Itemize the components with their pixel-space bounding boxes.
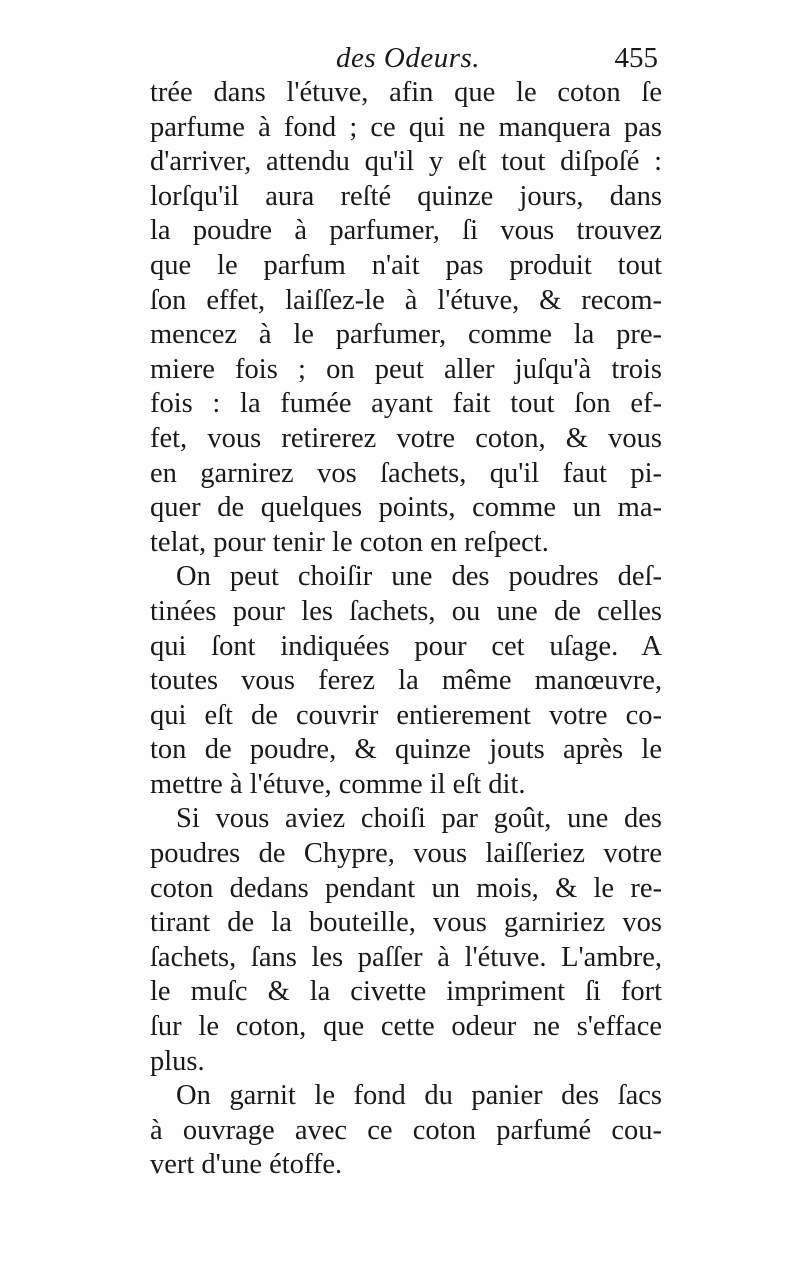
text-line: le muſc & la civette impriment ſi fort <box>150 976 662 1008</box>
text-line: ſon effet, laiſſez-le à l'étuve, & recom- <box>150 284 662 316</box>
text-line: que le parfum n'ait pas produit tout <box>150 249 662 281</box>
text-line: qui eſt de couvrir entierement votre co- <box>150 699 662 731</box>
page-number: 455 <box>614 42 658 74</box>
text-line: lorſqu'il aura reſté quinze jours, dans <box>150 180 662 212</box>
text-line: fois : la fumée ayant fait tout ſon ef- <box>150 388 662 420</box>
text-line: plus. <box>150 1045 205 1077</box>
text-line: telat, pour tenir le coton en reſpect. <box>150 526 549 558</box>
text-line: qui ſont indiquées pour cet uſage. A <box>150 630 662 662</box>
text-line: à ouvrage avec ce coton parfumé cou- <box>150 1114 662 1146</box>
text-line: coton dedans pendant un mois, & le re- <box>150 872 662 904</box>
paragraph-first-line: Si vous aviez choiſi par goût, une des <box>176 803 662 835</box>
text-line: en garnirez vos ſachets, qu'il faut pi- <box>150 457 662 489</box>
text-line: mettre à l'étuve, comme il eſt dit. <box>150 768 526 800</box>
text-line: trée dans l'étuve, afin que le coton ſe <box>150 77 662 108</box>
text-line: ton de poudre, & quinze jouts après le <box>150 734 662 766</box>
text-line: tirant de la bouteille, vous garniriez vos <box>150 907 662 939</box>
paragraph-first-line: On garnit le fond du panier des ſacs <box>176 1080 662 1112</box>
text-line: miere fois ; on peut aller juſqu'à trois <box>150 353 662 385</box>
text-line: mencez à le parfumer, comme la pre- <box>150 319 662 351</box>
text-line: toutes vous ferez la même manœuvre, <box>150 665 662 697</box>
paragraph-first-line: On peut choiſir une des poudres deſ- <box>176 561 662 593</box>
text-line: la poudre à parfumer, ſi vous trouvez <box>150 215 662 247</box>
text-line: fet, vous retirerez votre coton, & vous <box>150 422 662 454</box>
text-line: ſur le coton, que cette odeur ne s'efface <box>150 1011 662 1043</box>
text-line: parfume à fond ; ce qui ne manquera pas <box>150 111 662 143</box>
running-title: des Odeurs. <box>336 42 481 74</box>
text-line: quer de quelques points, comme un ma- <box>150 492 662 524</box>
text-line: poudres de Chypre, vous laiſſeriez votre <box>150 838 662 870</box>
body-text <box>150 76 662 1183</box>
text-line: vert d'une étoffe. <box>150 1149 343 1181</box>
text-line: d'arriver, attendu qu'il y eſt tout diſpoſé : <box>150 146 662 178</box>
text-line: ſachets, ſans les paſſer à l'étuve. L'ambre, <box>150 941 662 973</box>
text-line: tinées pour les ſachets, ou une de celles <box>150 595 662 627</box>
